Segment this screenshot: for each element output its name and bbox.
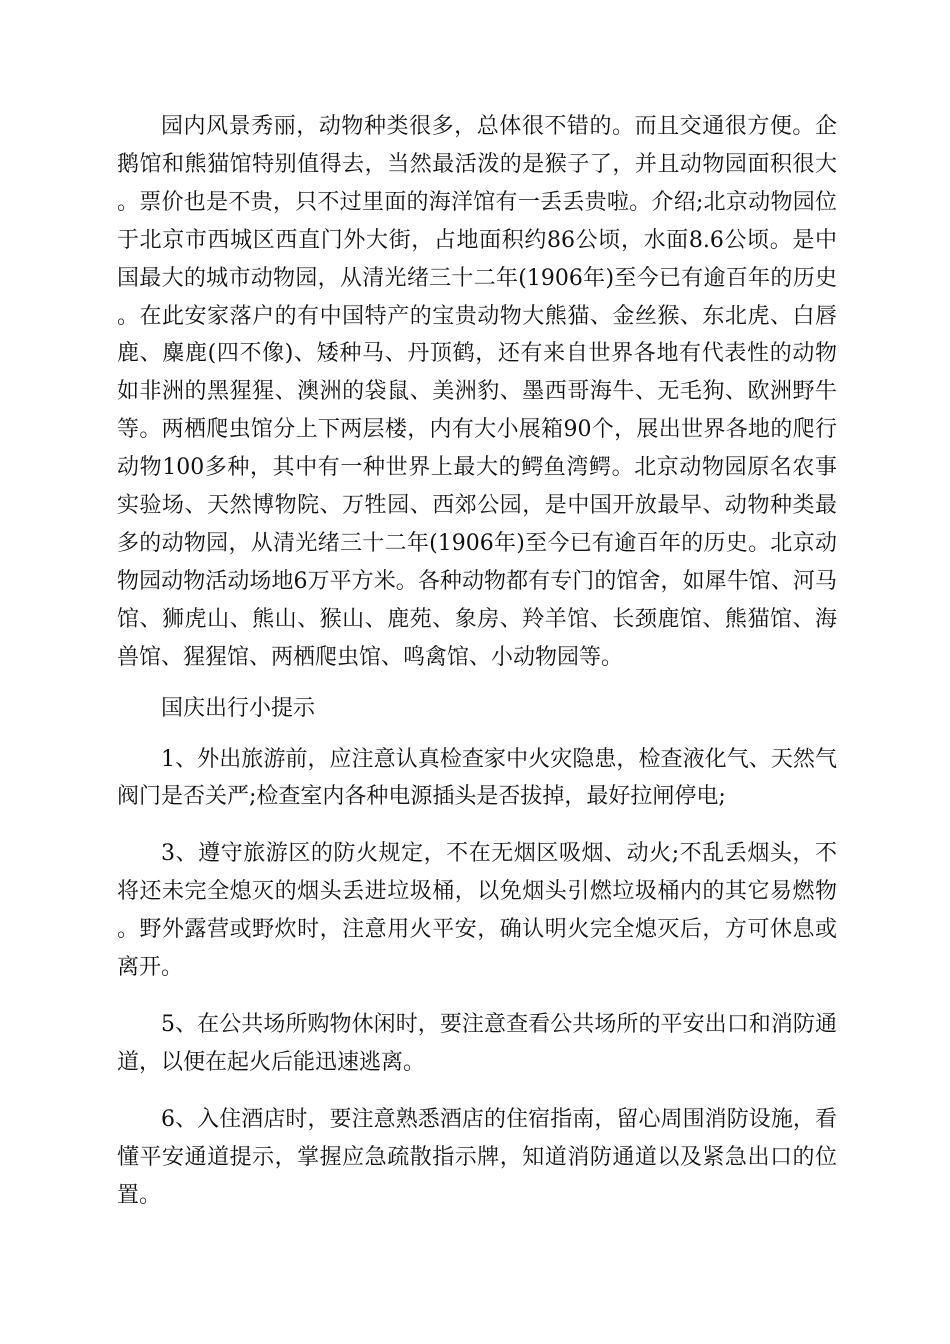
paragraph-tip-3: 3、遵守旅游区的防火规定，不在无烟区吸烟、动火;不乱丢烟头，不将还未完全熄灭的烟头丢进垃圾桶，以免烟头引燃垃圾桶内的其它易燃物。野外露营或野炊时，注意用火平安，确认明火完全熄灭后，方可休息或离开。 xyxy=(117,841,837,981)
paragraph-tip-6: 6、入住酒店时，要注意熟悉酒店的住宿指南，留心周围消防设施，看懂平安通道提示，掌握应急疏散指示牌，知道消防通道以及紧急出口的位置。 xyxy=(117,1106,837,1208)
paragraph-tip-5: 5、在公共场所购物休闲时，要注意查看公共场所的平安出口和消防通道，以便在起火后能迅速逃离。 xyxy=(117,1011,837,1075)
paragraph-zoo-intro: 园内风景秀丽，动物种类很多，总体很不错的。而且交通很方便。企鹅馆和熊猫馆特别值得去，当然最活泼的是猴子了，并且动物园面积很大。票价也是不贵，只不过里面的海洋馆有一丢丢贵啦。介绍;北京动物园位于北京市西城区西直门外大街，占地面积约86公顷，水面8.6公顷。是中国最大的城市动物园，从清光绪三十二年(1906年)至今已有逾百年的历史。在此安家落户的有中国特产的宝贵动物大熊猫、金丝猴、东北虎、白唇鹿、麋鹿(四不像)、矮种马、丹顶鹤，还有来自世界各地有代表性的动物如非洲的黑猩猩、澳洲的袋鼠、美洲豹、墨西哥海牛、无毛狗、欧洲野牛等。两栖爬虫馆分上下两层楼，内有大小展箱90个，展出世界各地的爬行动物100多种，其中有一种世界上最大的鳄鱼湾鳄。北京动物园原名农事实验场、天然博物院、万牲园、西郊公园，是中国开放最早、动物种类最多的动物园，从清光绪三十二年(1906年)至今已有逾百年的历史。北京动物园动物活动场地6万平方米。各种动物都有专门的馆舍，如犀牛馆、河马馆、狮虎山、熊山、猴山、鹿苑、象房、羚羊馆、长颈鹿馆、熊猫馆、海兽馆、猩猩馆、两栖爬虫馆、鸣禽馆、小动物园等。 xyxy=(117,114,837,670)
paragraph-heading-travel-tips: 国庆出行小提示 xyxy=(161,695,316,721)
paragraph-tip-1: 1、外出旅游前，应注意认真检查家中火灾隐患，检查液化气、天然气阀门是否关严;检查室内各种电源插头是否拔掉，最好拉闸停电; xyxy=(117,746,837,810)
document-page xyxy=(117,108,837,1214)
